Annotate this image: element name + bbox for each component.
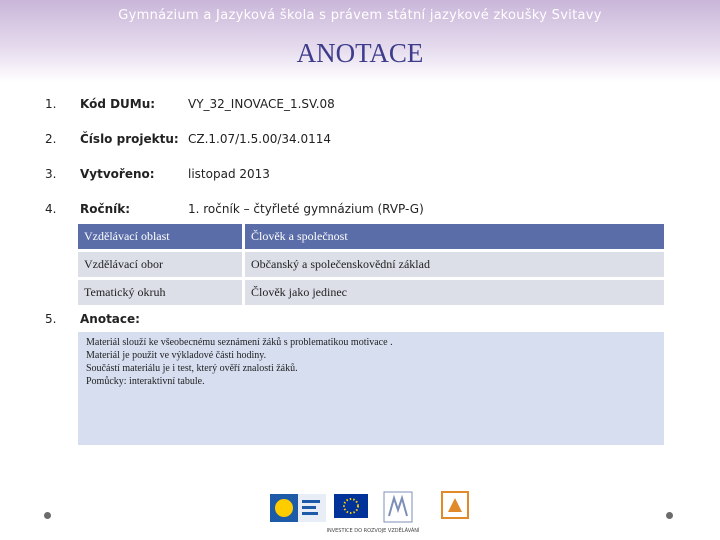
table-row [78,252,664,277]
item-value: VY_32_INOVACE_1.SV.08 [188,97,335,111]
table-cell: Člověk a společnost [242,224,664,249]
bullet-dot [44,512,51,519]
annotation-line: Materiál je použit ve výkladové části hodiny. [86,350,267,361]
item-value: listopad 2013 [188,167,270,181]
item-number: 5. [45,312,57,326]
eu-flag-logo [334,494,368,518]
table-cell: Člověk jako jedinec [242,280,664,305]
item-value: 1. ročník – čtyřleté gymnázium (RVP-G) [188,202,424,216]
msmt-logo [384,492,412,522]
item-number: 4. [45,202,57,216]
annotation-line: Součástí materiálu je i test, který ověří znalosti žáků. [86,363,298,374]
item-label: Kód DUMu: [80,97,156,111]
op-vk-logo [442,492,468,518]
item-label: Vytvořeno: [80,167,155,181]
esf-logo [270,494,326,522]
annotation-line: Materiál slouží ke všeobecnému seznámení žáků s problematikou motivace . [86,337,393,348]
item-label: Číslo projektu: [80,132,179,146]
table-cell: Občanský a společenskovědní základ [242,252,664,277]
item-label: Ročník: [80,202,131,216]
page-title: ANOTACE [296,38,424,68]
annotation-label: Anotace: [80,312,140,326]
bullet-dot [666,512,673,519]
table-cell: Vzdělávací oblast [78,224,242,249]
table-row [78,224,664,249]
item-number: 2. [45,132,57,146]
annotation-text-box [78,332,664,445]
annotation-line: Pomůcky: interaktivní tabule. [86,376,205,387]
logo-caption: INVESTICE DO ROZVOJE VZDĚLÁVÁNÍ [326,528,420,534]
item-number: 3. [45,167,57,181]
item-value: CZ.1.07/1.5.00/34.0114 [188,132,332,146]
subject-table [78,221,664,308]
table-row [78,280,664,305]
table-cell: Tematický okruh [78,280,242,305]
item-number: 1. [45,97,57,111]
table-cell: Vzdělávací obor [78,252,242,277]
school-name: Gymnázium a Jazyková škola s právem státní jazykové zkoušky Svitavy [118,8,602,23]
